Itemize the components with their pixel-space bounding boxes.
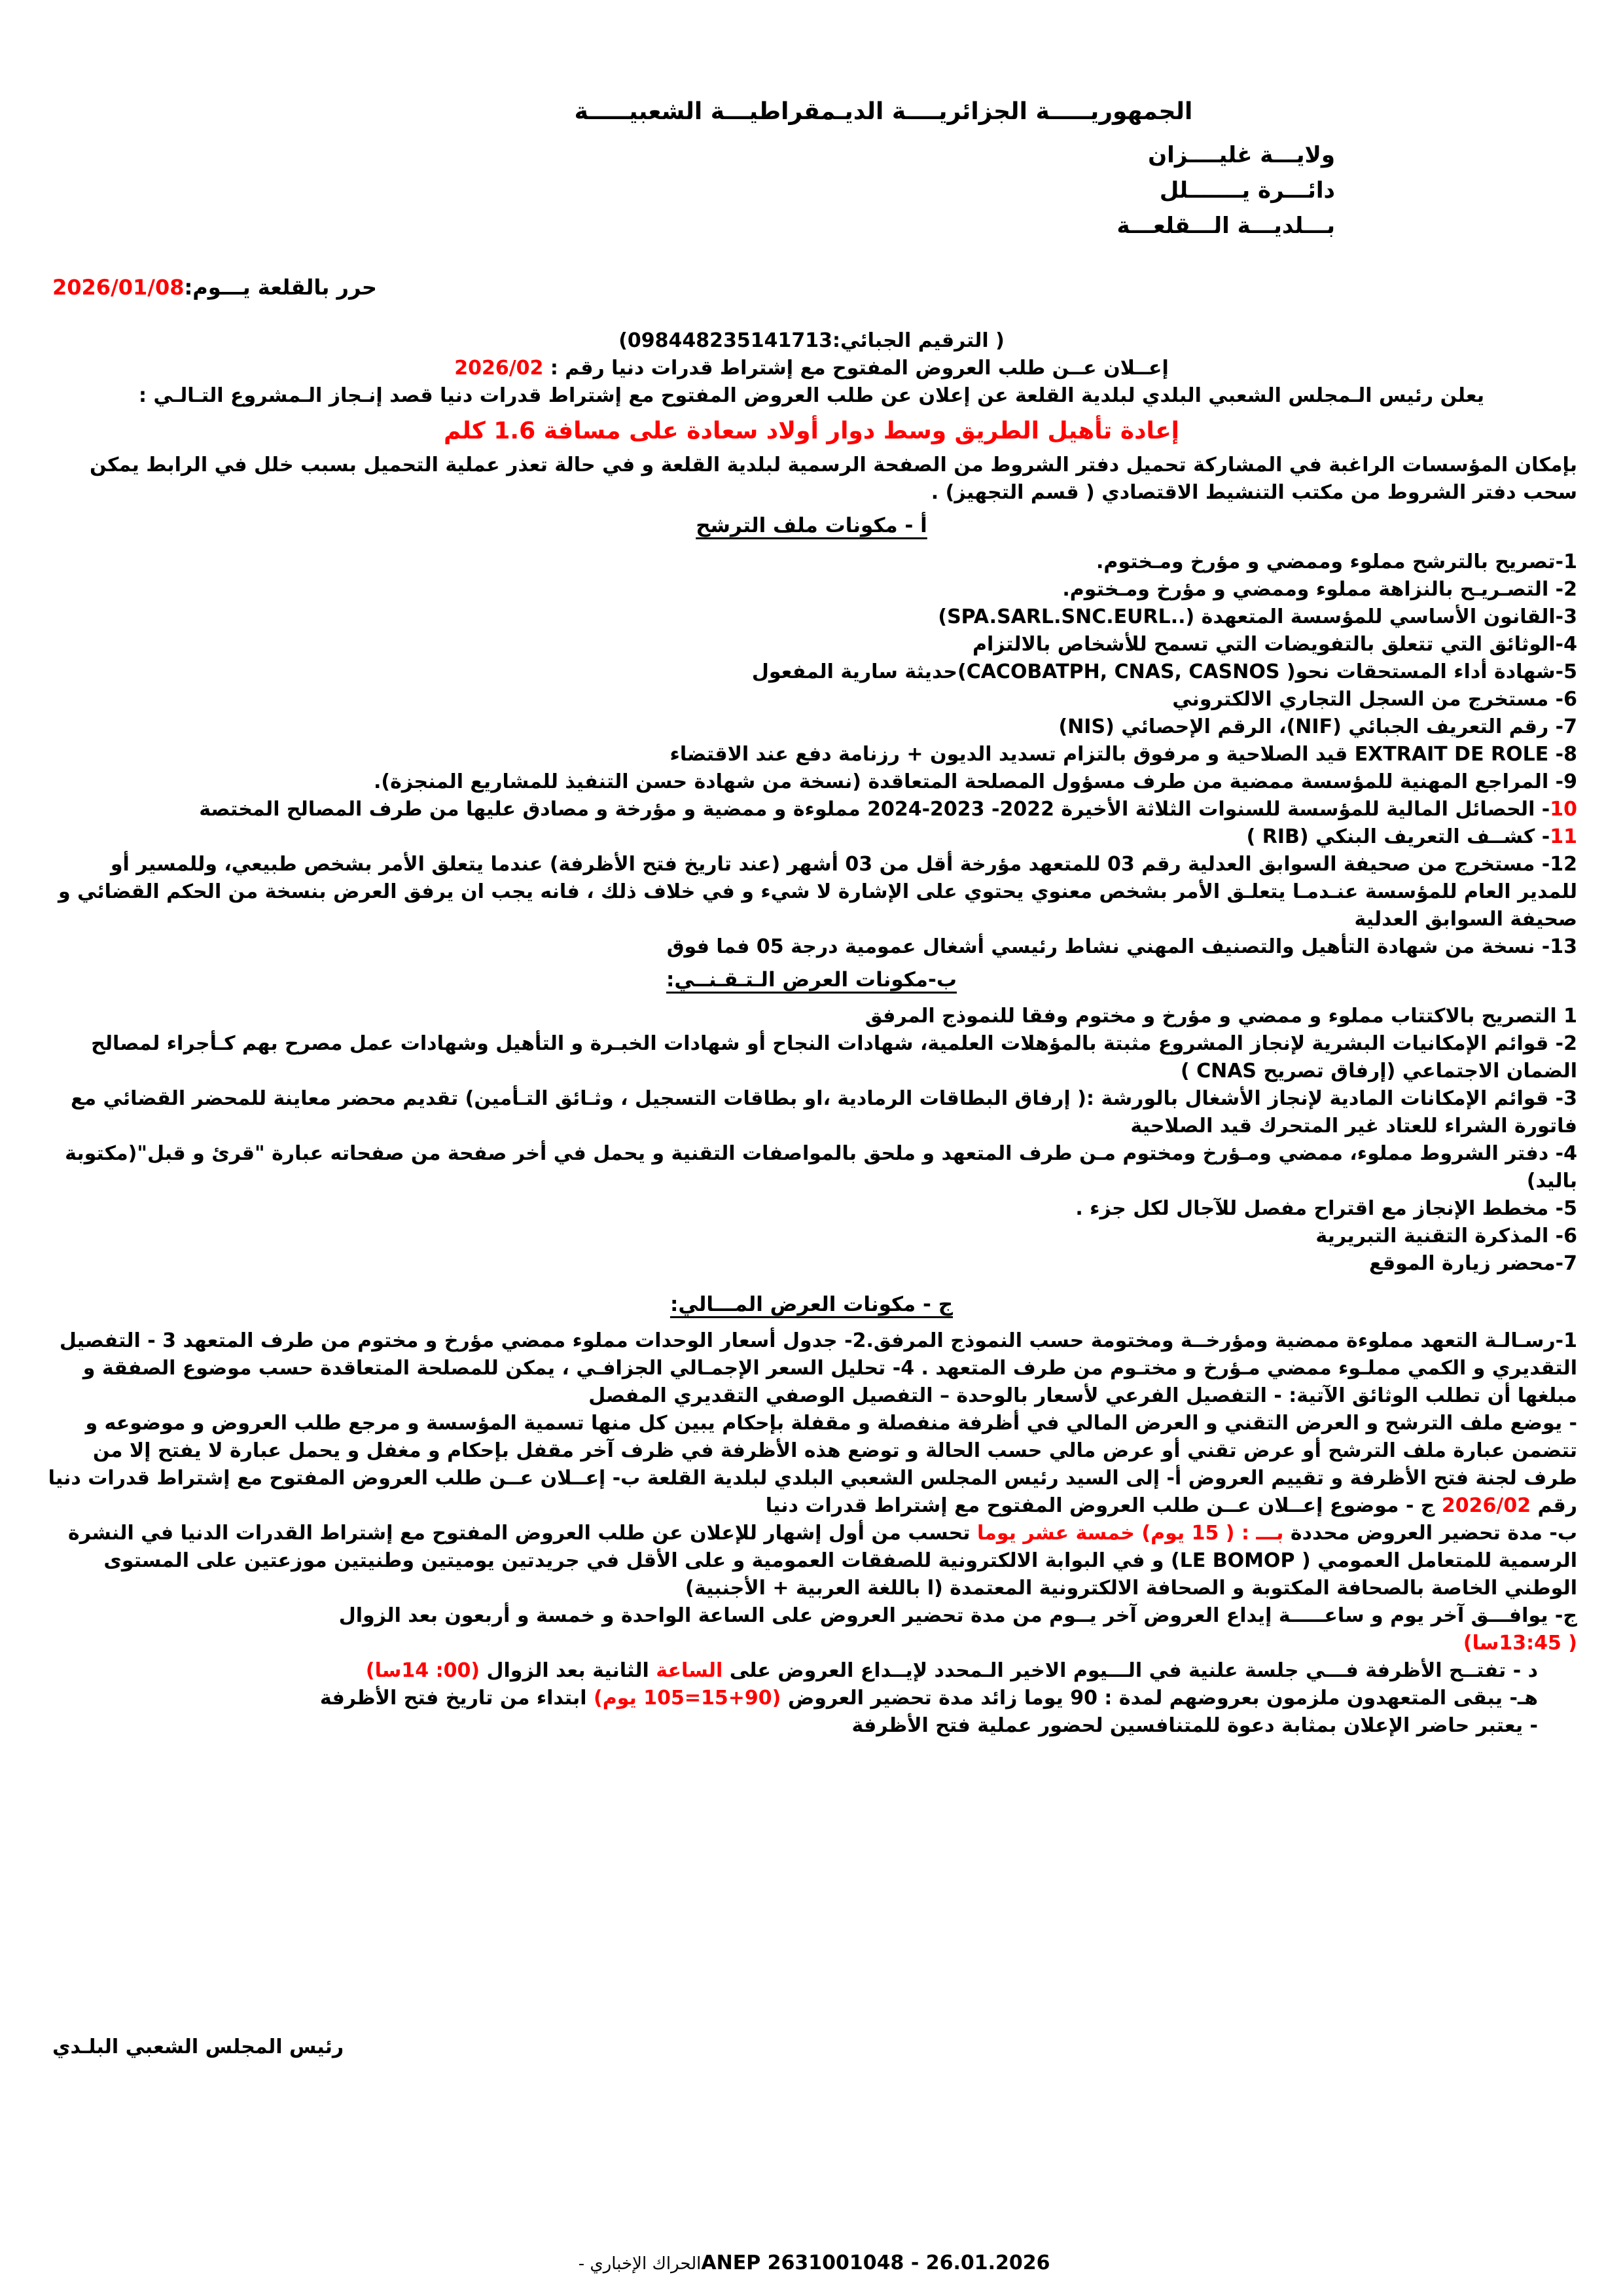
item-number: 1 xyxy=(1563,550,1577,573)
item-number: 11 xyxy=(1550,825,1577,848)
envelope-instructions xyxy=(46,1410,1577,1520)
item-number: 8 xyxy=(1563,743,1577,766)
section-a-item xyxy=(46,548,1577,576)
section-a-item xyxy=(46,631,1577,658)
item-text: - مستخرج من صحيفة السوابق العدلية رقم 03 للمتعهد مؤرخة أقل من 03 أشهر (عند تاريخ فتح الأظرفة) عندما يتعلق الأمر بشخص طبيعي، وللمسير أو للمدير العام للمؤسسة عنـدمـا يتعلـق الأمر بشخص معنوي يحتوي على الإشارة لا شيء و في خلاف ذلك ، فانه يجب ان يرفق العرض بنسخة من الحكم القضائي و صحيفة السوابق العدلية xyxy=(58,853,1577,931)
deposit-deadline-text: ج- يوافـــق آخر يوم و ساعـــــة إيداع العروض آخر يــوم من مدة تحضير العروض على الساعة الواحدة و خمسة و أربعون بعد الزوال xyxy=(338,1604,1577,1627)
baladia-label: بـــلديـــة الـــقلعـــة xyxy=(1116,213,1335,239)
wilaya-label: ولايـــة غليــــزان xyxy=(1148,142,1335,168)
section-c-title-text: ج - مكونات العرض المـــالي: xyxy=(669,1293,954,1316)
announcement-header xyxy=(46,327,1577,1740)
section-b-item: 5- مخطط الإنجاز مع اقتراح مفصل للآجال لكل جزء . xyxy=(1075,1197,1577,1220)
item-number: 7 xyxy=(1563,715,1577,738)
deposit-deadline xyxy=(46,1602,1577,1657)
footer-newspaper: الحراك الإخباري - xyxy=(573,2254,702,2274)
item-number: 9 xyxy=(1563,770,1577,793)
issue-date-prefix: حرر بالقلعة يـــوم: xyxy=(184,275,377,300)
item-text: - كشــف التعريف البنكي (RIB ) xyxy=(1246,825,1550,848)
preparation-duration xyxy=(46,1520,1577,1602)
republic-heading: الجمهوريـــــة الجزائريــــة الديـمقراطيـــة الشعبيـــــة xyxy=(574,98,1193,125)
section-b-list xyxy=(46,1003,1577,1278)
section-a-title-text: أ - مكونات ملف الترشح xyxy=(696,514,927,537)
opening-session xyxy=(46,1657,1577,1685)
section-b-title xyxy=(46,966,1577,994)
item-number: 5 xyxy=(1563,660,1577,683)
announcement-title xyxy=(46,355,1577,382)
signature: رئيس المجلس الشعبي البلـدي xyxy=(52,2036,344,2058)
item-text: -الوثائق التي تتعلق بالتفويضات التي تسمح للأشخاص بالالتزام xyxy=(972,633,1564,656)
section-b-item: 3- قوائم الإمكانات المادية لإنجاز الأشغال بالورشة :( إرفاق البطاقات الرمادية ،او بطاقات التسجيل ، وثـائق التـأمين) تقديم محضر معاينة للمحضر القضائي مع فاتورة الشراء للعتاد غير المتحرك قيد الصلاحية xyxy=(71,1087,1577,1138)
section-a-item xyxy=(46,658,1577,686)
item-number: 6 xyxy=(1563,688,1577,711)
financial-offer-paragraph: 1-رسـالـة التعهد مملوءة ممضية ومؤرخــة ومختومة حسب النموذج المرفق.2- جدول أسعار الوحدات مملوء ممضي مؤرخ و مختوم من طرف المتعهد 3 - التفصيل التقديري و الكمي مملـوء ممضي مـؤرخ و مختـوم من طرف المتعهد . 4- تحليل السعر الإجمـالي الجزافـي ، يمكن للمصلحة المتعاقدة حسب موضوع الصفقة و مبلغها أن تطلب الوثائق الآتية: - التفصيل الفرعي لأسعار بالوحدة – التفصيل الوصفي التقديري المفصل xyxy=(59,1329,1577,1407)
section-b-title-text: ب-مكونات العرض الـتـقـنــي: xyxy=(666,968,957,992)
announcement-title-text: إعــلان عــن طلب العروض المفتوح مع إشتراط قدرات دنيا رقم : xyxy=(543,357,1169,380)
envelope-subject-text: ج - موضوع إعــلان عــن طلب العروض المفتوح مع إشتراط قدرات دنيا xyxy=(765,1494,1442,1517)
section-a-item xyxy=(46,741,1577,768)
item-number: 12 xyxy=(1550,853,1577,876)
item-number: 13 xyxy=(1550,935,1577,958)
announcement-intro: يعلن رئيس الـمجلس الشعبي البلدي لبلدية القلعة عن إعلان عن طلب العروض المفتوح مع إشتراط قدرات دنيا قصد إنـجاز الـمشروع التـالـي : xyxy=(138,384,1485,407)
item-text: - رقم التعريف الجبائي (NIF)، الرقم الإحصائي (NIS) xyxy=(1058,715,1564,738)
section-a-item xyxy=(46,686,1577,713)
item-number: 2 xyxy=(1563,578,1577,601)
validity-start: ابتداء من تاريخ فتح الأظرفة xyxy=(319,1687,594,1710)
opening-text: د - تفتــح الأظرفة فـــي جلسة علنية في الـــيوم الاخير الـمحدد لإيــداع العروض على xyxy=(722,1659,1538,1682)
item-text: - نسخة من شهادة التأهيل والتصنيف المهني نشاط رئيسي أشغال عمومية درجة 05 فما فوق xyxy=(666,935,1550,958)
section-a-item xyxy=(46,603,1577,631)
envelope-instructions-text: - يوضع ملف الترشح و العرض التقني و العرض المالي في أظرفة منفصلة و مقفلة بإحكام يبين كل منها تسمية المؤسسة و مرجع طلب العروض و موضوعه و تتضمن عبارة ملف الترشح أو عرض تقني أو عرض مالي حسب الحالة و توضع هذه الأظرفة في ظرف آخر مقفل بإحكام و مغفل و يحمل عبارة لا يفتح إلا من طرف لجنة فتح الأظرفة و تقييم العروض أ- إلى السيد رئيس المجلس الشعبي البلدي لبلدية القلعة ب- إعــلان عــن طلب العروض المفتوح مع إشتراط قدرات دنيا رقم xyxy=(48,1412,1577,1517)
duration-prefix: ب- مدة تحضير العروض محددة xyxy=(1283,1522,1577,1545)
tax-id-line: ( الترقيم الجبائي:098448235141713) xyxy=(618,329,1005,352)
download-note: بإمكان المؤسسات الراغبة في المشاركة تحميل دفتر الشروط من الصفحة الرسمية لبلدية القلعة و في حالة تعذر عملية التحميل بسبب خلل في الرابط يمكن سحب دفتر الشروط من مكتب التنشيط الاقتصادي ( قسم التجهيز) . xyxy=(89,454,1577,504)
invitation-note: - يعتبر حاضر الإعلان بمثابة دعوة للمتنافسين لحضور عملية فتح الأظرفة xyxy=(851,1714,1538,1737)
section-b-item: 1 التصريح بالاكتتاب مملوء و ممضي و مؤرخ و مختوم وفقا للنموذج المرفق xyxy=(865,1005,1577,1028)
item-text: - الحصائل المالية للمؤسسة للسنوات الثلاثة الأخيرة 2022- 2023-2024 مملوءة و ممضية و مؤرخة و مصادق عليها من طرف المصالح المختصة xyxy=(199,798,1550,821)
section-a-item xyxy=(46,576,1577,603)
item-text: - EXTRAIT DE ROLE قيد الصلاحية و مرفوق بالتزام تسديد الديون + رزنامة دفع عند الاقتضاء xyxy=(669,743,1564,766)
envelope-announcement-number: 2026/02 xyxy=(1441,1494,1531,1517)
section-a-item xyxy=(46,796,1577,823)
section-a-item xyxy=(46,851,1577,933)
item-text: -القانون الأساسي للمؤسسة المتعهدة (..SPA.SARL.SNC.EURL) xyxy=(938,605,1564,628)
offer-validity xyxy=(46,1685,1577,1712)
issue-date: 2026/01/08 xyxy=(52,275,185,300)
item-number: 4 xyxy=(1563,633,1577,656)
section-c-title xyxy=(46,1291,1577,1318)
section-b-item: 6- المذكرة التقنية التبريرية xyxy=(1315,1225,1577,1247)
footer xyxy=(0,2251,1623,2274)
duration-details: تحسب من أول إشهار للإعلان عن طلب العروض المفتوح مع إشتراط القدرات الدنيا في النشرة الرسمية للمتعامل العمومي ( LE BOMOP) و في البوابة الالكترونية للصفقات العمومية و على الأقل في جريدتين يوميتين وطنيتين موزعتين على المستوى الوطني الخاصة بالصحافة المكتوبة و الصحافة الالكترونية المعتمدة (ا باللغة العربية + الأجنبية) xyxy=(68,1522,1577,1600)
section-a-title xyxy=(46,512,1577,539)
section-b-item: 2- قوائم الإمكانيات البشرية لإنجاز المشروع مثبتة بالمؤهلات العلمية، شهادات النجاح أو شهادات الخبـرة و التأهيل وشهادات عمل مصرح بهم كـأجراء لمصالح الضمان الاجتماعي (إرفاق تصريح CNAS ) xyxy=(91,1032,1577,1083)
opening-hour-word: الساعة xyxy=(656,1659,723,1682)
validity-text: هـ- يبقى المتعهدون ملزمون بعروضهم لمدة : 90 يوما زائد مدة تحضير العروض xyxy=(781,1687,1538,1710)
deposit-time: ( 13:45سا) xyxy=(1463,1632,1577,1655)
item-text: - مستخرج من السجل التجاري الالكتروني xyxy=(1172,688,1564,711)
duration-days: بـــ : ( 15 يوم) خمسة عشر يوما xyxy=(976,1522,1284,1545)
footer-anep-code: ANEP 2631001048 - 26.01.2026 xyxy=(701,2251,1050,2274)
announcement-number: 2026/02 xyxy=(454,357,544,380)
section-a-item xyxy=(46,713,1577,741)
section-a-list xyxy=(46,548,1577,961)
item-number: 3 xyxy=(1563,605,1577,628)
section-b-item: 4- دفتر الشروط مملوء، ممضي ومـؤرخ ومختوم مـن طرف المتعهد و ملحق بالمواصفات التقنية و يحمل في أخر صفحة من صفحاته عبارة "قرئ و قبل"(مكتوبة باليد) xyxy=(65,1142,1577,1193)
validity-days: (90+15=105 يوم) xyxy=(594,1687,781,1710)
item-text: - التصـريـح بالنزاهة مملوء وممضي و مؤرخ ومـختوم. xyxy=(1062,578,1564,601)
item-text: - المراجع المهنية للمؤسسة ممضية من طرف مسؤول المصلحة المتعاقدة (نسخة من شهادة حسن التنفيذ للمشاريع المنجزة). xyxy=(373,770,1564,793)
admin-header xyxy=(1060,137,1335,243)
section-a-item xyxy=(46,933,1577,961)
opening-time: (00: 14سا) xyxy=(365,1659,480,1682)
section-a-item xyxy=(46,823,1577,851)
issue-date-line xyxy=(52,275,377,300)
item-text: -تصريح بالترشح مملوء وممضي و مؤرخ ومـختوم. xyxy=(1096,550,1564,573)
item-text: -شهادة أداء المستحقات نحو( CACOBATPH, CNAS, CASNOS)حديثة سارية المفعول xyxy=(751,660,1564,683)
daira-label: دائـــرة يـــــــلل xyxy=(1159,177,1335,204)
item-number: 10 xyxy=(1550,798,1577,821)
section-b-item: 7-محضر زيارة الموقع xyxy=(1368,1252,1577,1275)
project-title: إعادة تأهيل الطريق وسط دوار أولاد سعادة على مسافة 1.6 كلم xyxy=(443,418,1180,444)
section-a-item xyxy=(46,768,1577,796)
opening-hour-text: الثانية بعد الزوال xyxy=(480,1659,656,1682)
